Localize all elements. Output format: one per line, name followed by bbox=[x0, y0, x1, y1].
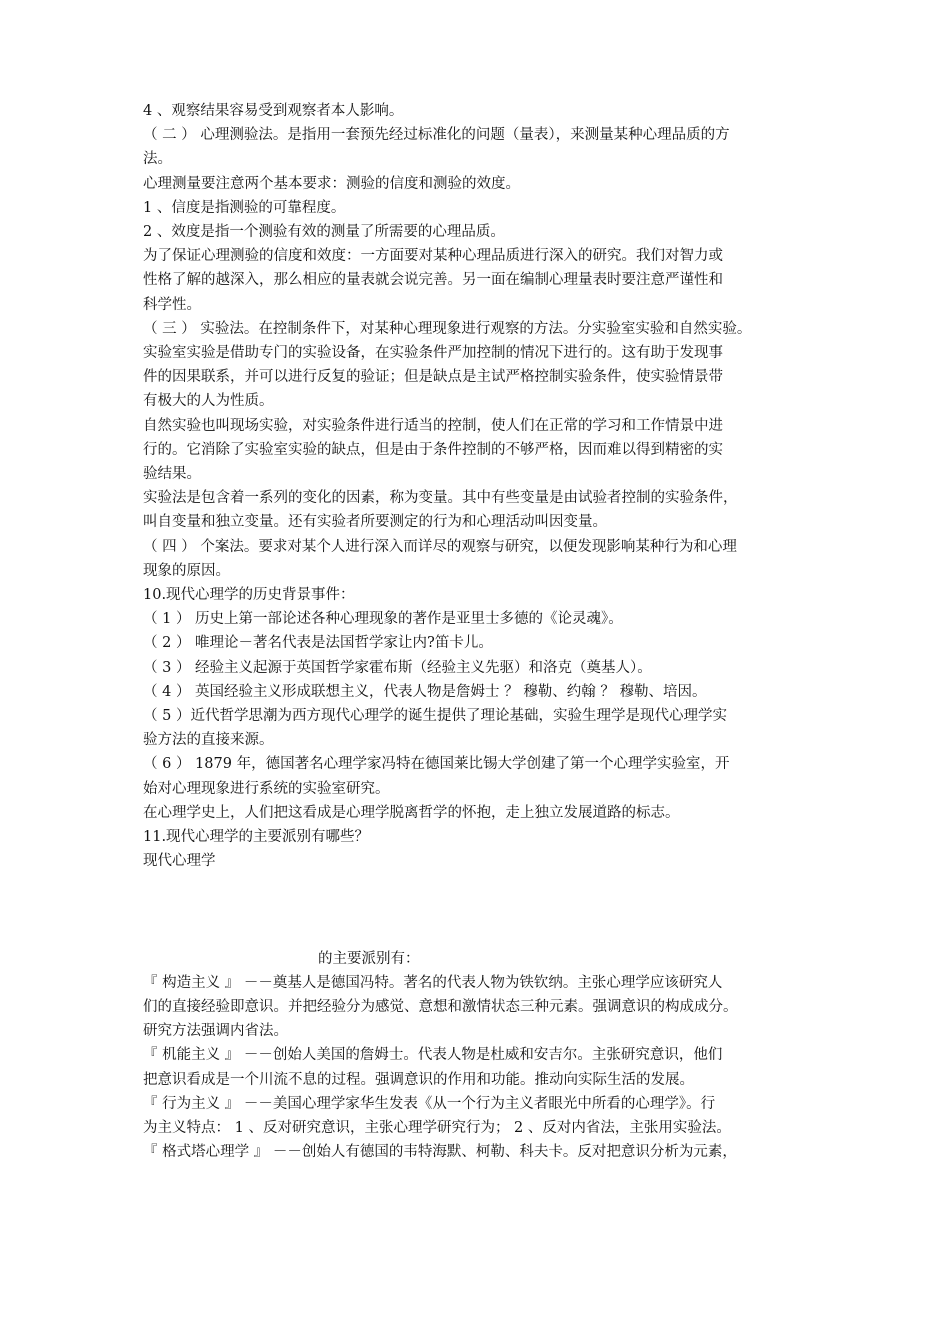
text-line: 『 格式塔心理学 』 －－创始人有德国的韦特海默、柯勒、科夫卡。反对把意识分析为元素， bbox=[143, 1144, 737, 1161]
text-line: 在心理学史上，人们把这看成是心理学脱离哲学的怀抱，走上独立发展道路的标志。 bbox=[143, 804, 680, 821]
text-line: 研究方法强调内省法。 bbox=[143, 1023, 288, 1040]
text-line: 有极大的人为性质。 bbox=[143, 393, 274, 410]
text-line: 为了保证心理测验的信度和效度：一方面要对某种心理品质进行深入的研究。我们对智力或 bbox=[143, 248, 723, 265]
text-line: 叫自变量和独立变量。还有实验者所要测定的行为和心理活动叫因变量。 bbox=[143, 514, 607, 531]
text-line: 『 构造主义 』 －－奠基人是德国冯特。著名的代表人物为铁钦纳。主张心理学应该研究人 bbox=[143, 974, 723, 991]
text-line: 验方法的直接来源。 bbox=[143, 732, 274, 749]
text-line: （ 三 ） 实验法。在控制条件下，对某种心理现象进行观察的方法。分实验室实验和自然实验。 bbox=[143, 320, 752, 337]
text-line: 4 、观察结果容易受到观察者本人影响。 bbox=[143, 103, 404, 119]
text-line: 始对心理现象进行系统的实验室研究。 bbox=[143, 780, 390, 797]
text-line: 11.现代心理学的主要派别有哪些？ bbox=[143, 829, 370, 846]
text-line: （ 四 ） 个案法。要求对某个人进行深入而详尽的观察与研究，以便发现影响某种行为和心理 bbox=[143, 538, 737, 555]
text-line: 验结果。 bbox=[143, 466, 201, 483]
text-line: 现代心理学 bbox=[143, 853, 216, 870]
text-line: 1 、信度是指测验的可靠程度。 bbox=[143, 199, 346, 216]
text-line: （ 3 ） 经验主义起源于英国哲学家霍布斯（经验主义先驱）和洛克（奠基人）。 bbox=[143, 659, 652, 676]
text-line: 10.现代心理学的历史背景事件： bbox=[143, 587, 355, 604]
text-line: 『 行为主义 』 －－美国心理学家华生发表《从一个行为主义者眼光中所看的心理学》。行 bbox=[143, 1095, 716, 1112]
text-line: （ 5 ）近代哲学思潮为西方现代心理学的诞生提供了理论基础，实验生理学是现代心理学实 bbox=[143, 708, 727, 725]
text-line: （ 4 ） 英国经验主义形成联想主义，代表人物是詹姆士 ？ 穆勒、约翰 ？ 穆勒、培因。 bbox=[143, 683, 707, 700]
text-line: （ 1 ） 历史上第一部论述各种心理现象的著作是亚里士多德的《论灵魂》。 bbox=[143, 611, 623, 628]
text-line: 行的。它消除了实验室实验的缺点，但是由于条件控制的不够严格，因而难以得到精密的实 bbox=[143, 441, 723, 458]
text-line: 为主义特点： 1 、反对研究意识，主张心理学研究行为； 2 、反对内省法，主张用实验法。 bbox=[143, 1119, 731, 1136]
document-body bbox=[143, 99, 818, 1164]
text-line: （ 二 ） 心理测验法。是指用一套预先经过标准化的问题（量表），来测量某种心理品质的方 bbox=[143, 127, 730, 144]
text-line: 现象的原因。 bbox=[143, 562, 230, 579]
text-line: （ 6 ） 1879 年，德国著名心理学家冯特在德国莱比锡大学创建了第一个心理学实验室，开 bbox=[143, 756, 730, 773]
text-line: 科学性。 bbox=[143, 296, 201, 313]
text-line: 实验室实验是借助专门的实验设备，在实验条件严加控制的情况下进行的。这有助于发现事 bbox=[143, 345, 723, 362]
text-line: 『 机能主义 』 －－创始人美国的詹姆士。代表人物是杜威和安吉尔。主张研究意识，他们 bbox=[143, 1047, 723, 1064]
text-line: （ 2 ） 唯理论－著名代表是法国哲学家让内?笛卡儿。 bbox=[143, 635, 493, 652]
text-line-indented: 的主要派别有： bbox=[318, 950, 420, 967]
text-line: 们的直接经验即意识。并把经验分为感觉、意想和激情状态三种元素。强调意识的构成成分。 bbox=[143, 998, 738, 1015]
text-line: 2 、效度是指一个测验有效的测量了所需要的心理品质。 bbox=[143, 224, 505, 241]
text-line: 性格了解的越深入，那么相应的量表就会说完善。另一面在编制心理量表时要注意严谨性和 bbox=[143, 272, 723, 289]
text-line: 自然实验也叫现场实验，对实验条件进行适当的控制，使人们在正常的学习和工作情景中进 bbox=[143, 417, 723, 434]
text-block-bottom bbox=[143, 971, 818, 1165]
text-block-top bbox=[143, 99, 818, 874]
blank-gap bbox=[143, 874, 818, 947]
text-line: 把意识看成是一个川流不息的过程。强调意识的作用和功能。推动向实际生活的发展。 bbox=[143, 1071, 694, 1088]
text-line: 心理测量要注意两个基本要求：测验的信度和测验的效度。 bbox=[143, 175, 520, 192]
text-line: 实验法是包含着一系列的变化的因素，称为变量。其中有些变量是由试验者控制的实验条件， bbox=[143, 490, 738, 507]
text-line: 法。 bbox=[143, 151, 172, 168]
text-line: 件的因果联系，并可以进行反复的验证；但是缺点是主试严格控制实验条件，使实验情景带 bbox=[143, 369, 723, 386]
